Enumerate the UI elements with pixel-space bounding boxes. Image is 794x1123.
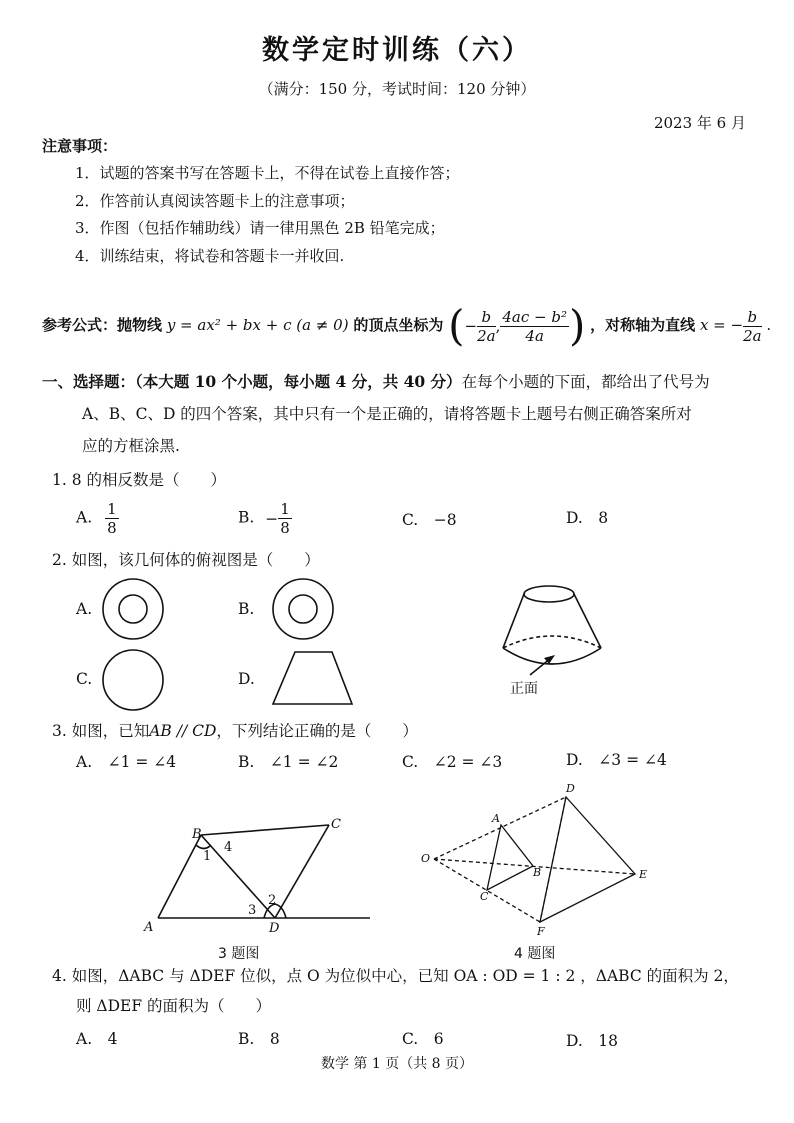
q4-label-c: C: [480, 890, 489, 903]
q3-option-a[interactable]: A. ∠1 = ∠4: [76, 753, 177, 771]
notes-heading: 注意事项：: [42, 137, 118, 155]
vertex-y-fraction: $\frac{\text{4ac − b²}}{4a}$: [502, 307, 567, 345]
front-label: 正面: [510, 681, 538, 697]
formula-text: 抛物线: [117, 316, 163, 334]
q3-angle-1: 1: [203, 849, 212, 864]
note-item: 4．训练结束，将试卷和答题卡一并收回.: [75, 247, 345, 265]
section-instructions: 一、选择题：（本大题 10 个小题，每小题 4 分，共 40 分）在每个小题的下面，都给出了代号为 A、B、C、D 的四个答案，其中只有一个是正确的，请将答题卡上题号右侧正确答案所对 应的方框涂黑.: [42, 372, 710, 455]
q4-option-d[interactable]: D. 18: [566, 1032, 619, 1050]
q2-c-circle: [103, 650, 163, 710]
q4-label-d: D: [566, 782, 575, 795]
q2-a-outer-circle: [103, 579, 163, 639]
page-title: 数学定时训练（六）: [262, 35, 532, 66]
q2-option-d[interactable]: D.: [238, 670, 255, 688]
axis-lhs: x = −: [699, 316, 744, 334]
q1-option-d[interactable]: D. 8: [566, 509, 609, 527]
note-item: 1．试题的答案书写在答题卡上，不得在试卷上直接作答；: [75, 164, 460, 182]
q3-option-b[interactable]: B. ∠1 = ∠2: [238, 753, 339, 771]
q1-option-a[interactable]: A. $\frac{1}{8}$: [76, 500, 117, 537]
q4-option-a[interactable]: A. 4: [76, 1030, 118, 1048]
q2-d-trapezoid: [273, 652, 352, 704]
formula-text: ，对称轴为直线: [590, 316, 696, 334]
question-3-stem: 3. 如图，已知AB // CD，下列结论正确的是（ ）: [52, 722, 418, 740]
q3-seg-bc: [201, 825, 329, 835]
formula-text: 的顶点坐标为: [353, 316, 444, 334]
q3-angle-3: 3: [248, 903, 257, 918]
q2-a-inner-circle: [119, 595, 147, 623]
frustum-left-edge: [503, 594, 524, 648]
q1-option-b[interactable]: B. − $\frac{1}{8}$: [238, 500, 290, 537]
question-4-stem: 4. 如图，ΔABC 与 ΔDEF 位似，点 O 为位似中心，已知 OA : OD = 1 : 2 ，ΔABC 的面积为 2，: [52, 967, 739, 985]
q3-label-d: D: [269, 921, 280, 936]
question-1-stem: 1. 8 的相反数是（ ）: [52, 471, 227, 489]
q4-option-c[interactable]: C. 6: [402, 1030, 444, 1048]
q4-option-b[interactable]: B. 8: [238, 1030, 280, 1048]
q3-caption: 3 题图: [218, 946, 260, 962]
q2-b-inner-circle: [289, 595, 317, 623]
frustum-top-ellipse: [524, 586, 574, 602]
left-paren: (: [448, 301, 465, 350]
q2-option-a[interactable]: A.: [76, 600, 93, 618]
q3-option-d[interactable]: D. ∠3 = ∠4: [566, 751, 667, 769]
right-paren: ): [568, 301, 586, 350]
question-4-stem-cont: 则 ΔDEF 的面积为（ ）: [76, 997, 272, 1015]
section-heading: 一、选择题：（本大题 10 个小题，每小题 4 分，共 40 分）: [42, 372, 462, 391]
q3-seg-ab: [158, 835, 201, 918]
formula-label: 参考公式：: [42, 316, 118, 334]
q3-label-b: B: [192, 827, 202, 842]
q2-option-b[interactable]: B.: [238, 600, 255, 618]
reference-formula: 参考公式：抛物线 y = ax² + bx + c (a ≠ 0) 的顶点坐标为 (− $\frac{b}{2a}$ , $\frac{\text{4ac − b²}}{4a}$ ) ，对称轴为直线 x = − $\frac{b}{2a}$ .: [42, 301, 772, 350]
q3-angle-arc-b: [196, 845, 211, 849]
q4-label-f: F: [537, 925, 545, 938]
q4-caption: 4 题图: [514, 946, 556, 962]
q3-angle-4: 4: [224, 840, 233, 855]
page-footer: 数学 第 1 页（共 8 页）: [320, 1056, 474, 1072]
q4-triangle-def: [540, 797, 635, 922]
exam-info: （满分：150 分，考试时间：120 分钟）: [258, 80, 536, 98]
note-item: 2．作答前认真阅读答题卡上的注意事项；: [75, 192, 355, 210]
q3-label-c: C: [331, 817, 341, 832]
q2-option-c[interactable]: C.: [76, 670, 93, 688]
axis-fraction: $\frac{b}{2a}$: [743, 307, 762, 345]
frustum-bottom-back: [503, 636, 601, 648]
q1-option-c[interactable]: C. −8: [402, 511, 457, 529]
q4-label-a: A: [492, 812, 500, 825]
q4-label-e: E: [639, 868, 648, 881]
exam-date: 2023 年 6 月: [653, 114, 746, 132]
formula-expression: y = ax² + bx + c (a ≠ 0): [166, 316, 349, 334]
note-item: 3．作图（包括作辅助线）请一律用黑色 2B 铅笔完成；: [75, 219, 445, 237]
question-2-stem: 2. 如图，该几何体的俯视图是（ ）: [52, 551, 320, 569]
q3-option-c[interactable]: C. ∠2 = ∠3: [402, 753, 503, 771]
q3-angle-2: 2: [268, 893, 277, 908]
q3-seg-bd: [201, 835, 275, 918]
q3-label-a: A: [144, 920, 154, 935]
q4-label-o: O: [421, 852, 431, 865]
q3-seg-cd: [275, 825, 329, 918]
q2-b-outer-circle: [273, 579, 333, 639]
q4-triangle-abc: [487, 825, 533, 890]
vertex-x-fraction: $\frac{b}{2a}$: [477, 307, 496, 345]
q4-label-b: B: [533, 866, 542, 879]
